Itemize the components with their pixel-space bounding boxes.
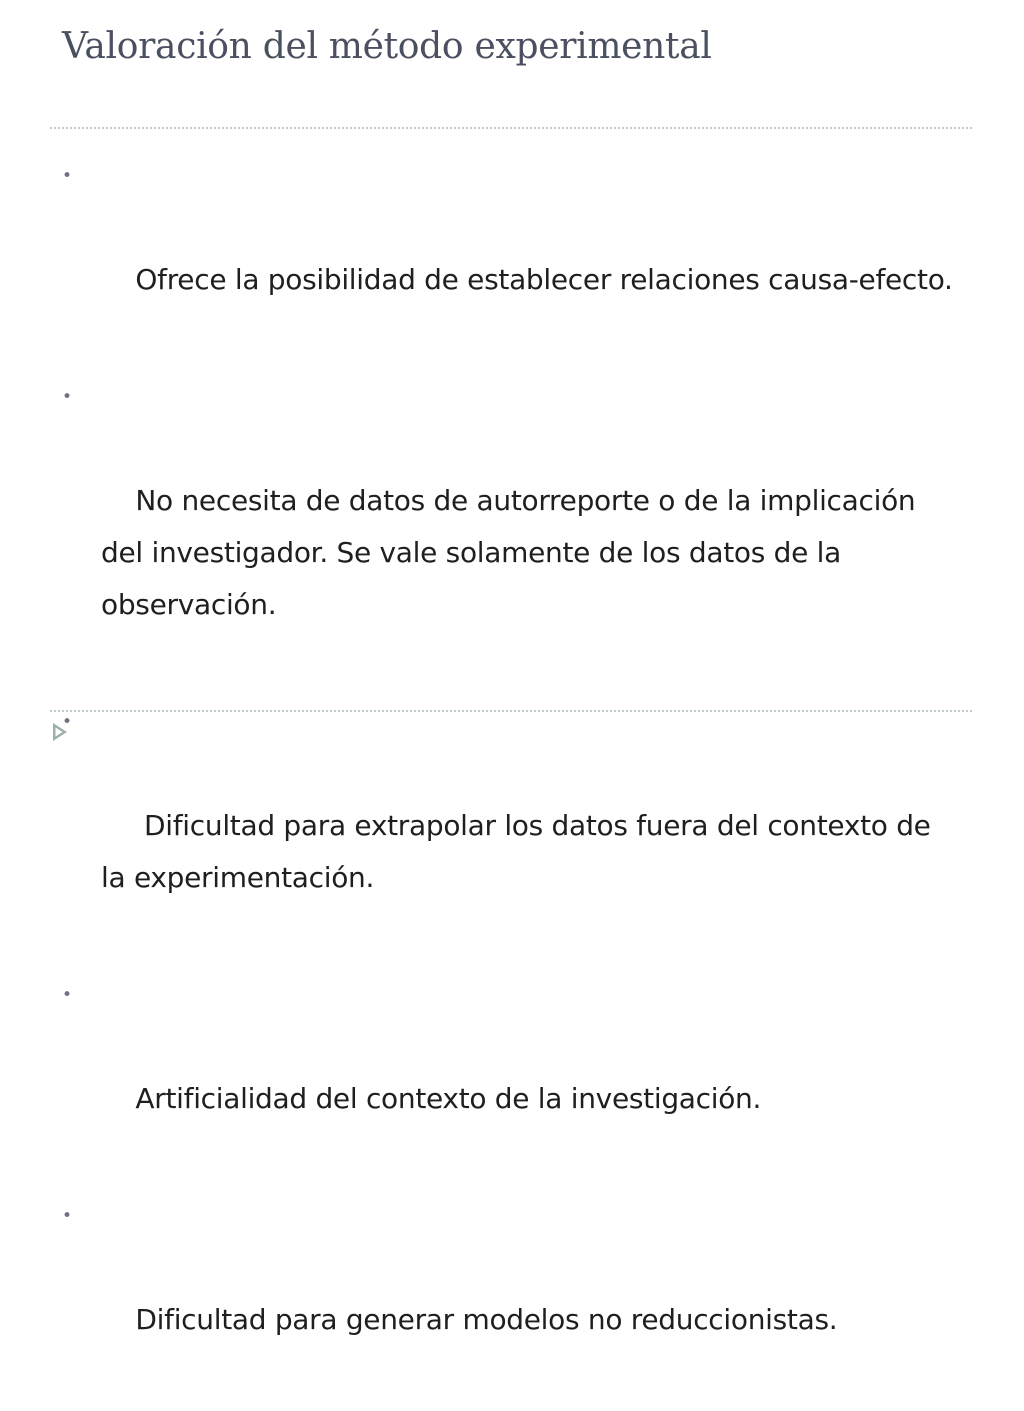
bullet-dot-icon: •	[62, 712, 72, 732]
triangle-right-icon	[52, 722, 68, 742]
bullet-text: Ofrece la posibilidad de establecer relaciones causa-efecto.	[135, 263, 953, 296]
bullet-text: No necesita de datos de autorreporte o de la implicación del investigador. Se vale solamente de los datos de la observación.	[101, 484, 924, 621]
bullet-dot-icon: •	[62, 985, 72, 1005]
bullet-item	[62, 1190, 962, 1398]
bullet-item	[62, 969, 962, 1177]
bullet-item	[62, 696, 962, 956]
bullet-dot-icon: •	[62, 1206, 72, 1226]
bullet-item	[62, 371, 962, 683]
footer-divider	[50, 710, 972, 712]
bullet-dot-icon: •	[62, 166, 72, 186]
bullet-text: Artificialidad del contexto de la investigación.	[135, 1082, 762, 1115]
bullet-text: Dificultad para extrapolar los datos fuera del contexto de la experimentación.	[101, 809, 940, 894]
bullet-dot-icon: •	[62, 387, 72, 407]
bullet-item	[62, 150, 962, 358]
slide-title: Valoración del método experimental	[62, 26, 712, 67]
bullet-text: Dificultad para generar modelos no reduccionistas.	[135, 1303, 838, 1336]
bullet-list	[62, 150, 962, 1411]
title-divider	[50, 127, 972, 129]
